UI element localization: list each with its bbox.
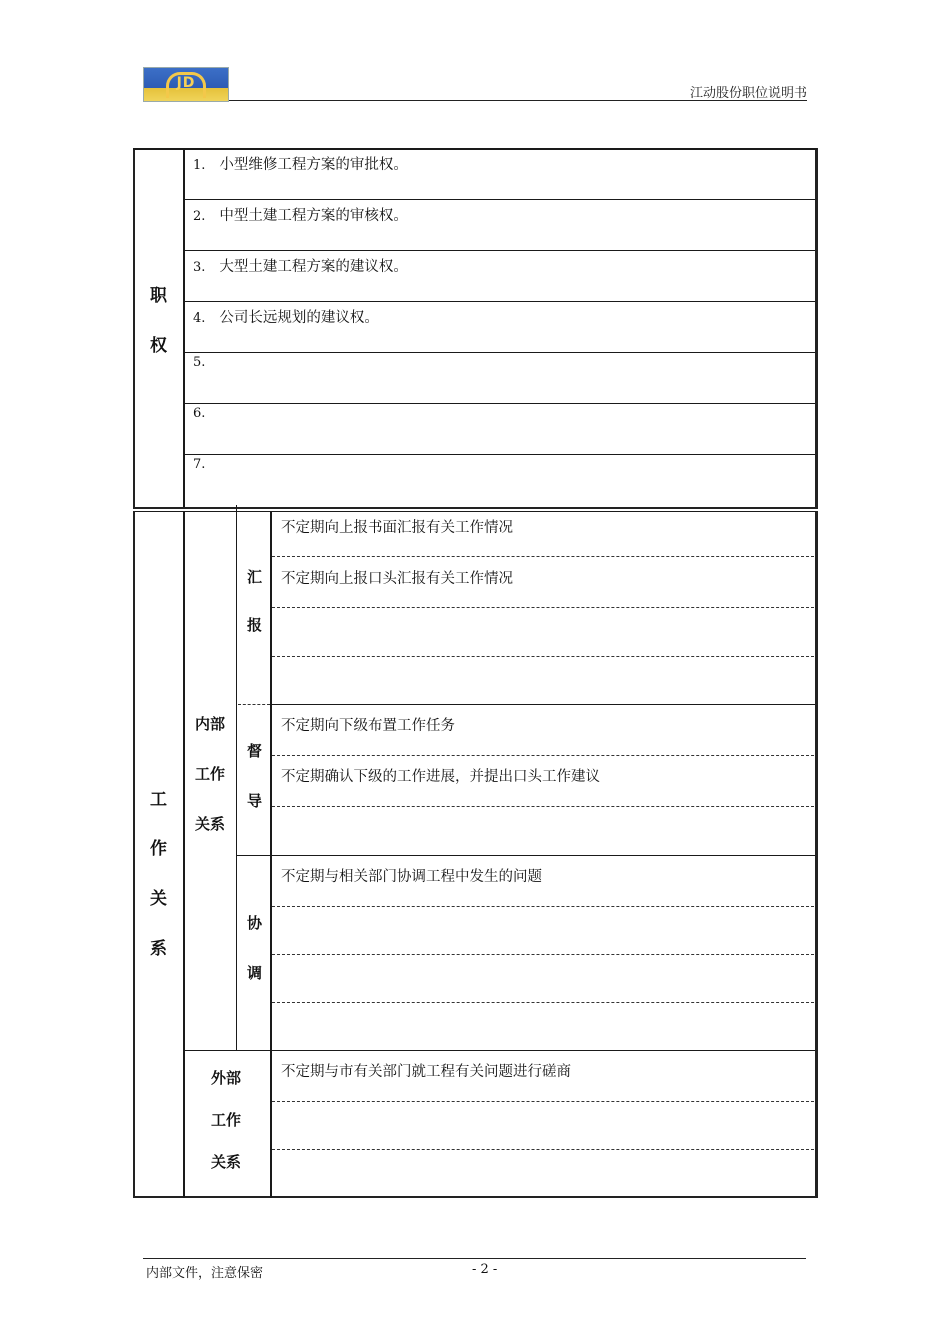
coordinate-label-char-1: 协	[247, 914, 263, 932]
page-number: - 2 -	[472, 1262, 498, 1277]
internal-label-line-2: 工作	[195, 765, 226, 783]
report-label-char-1: 汇	[247, 568, 263, 586]
relations-label-char-2: 作	[150, 839, 167, 859]
footer-rule	[143, 1258, 806, 1259]
authority-item: 4. 公司长远规划的建议权。	[193, 310, 379, 326]
coordinate-label-char-2: 调	[247, 964, 263, 982]
authority-item: 3. 大型土建工程方案的建议权。	[193, 259, 408, 275]
internal-label-line-3: 关系	[195, 815, 226, 833]
report-item: 不定期向上报口头汇报有关工作情况	[281, 571, 513, 587]
supervise-item: 不定期确认下级的工作进展，并提出口头工作建议	[281, 769, 600, 785]
report-label-char-2: 报	[247, 616, 263, 634]
authority-label-char-2: 权	[150, 336, 167, 356]
external-label-line-1: 外部	[211, 1069, 242, 1087]
authority-item: 7.	[193, 457, 206, 472]
internal-label-line-1: 内部	[195, 715, 226, 733]
authority-item: 1. 小型维修工程方案的审批权。	[193, 157, 408, 173]
footer-confidential-note: 内部文件，注意保密	[146, 1266, 264, 1281]
authority-item: 6.	[193, 406, 206, 421]
relations-label-char-3: 关	[150, 889, 167, 909]
coordinate-item: 不定期与相关部门协调工程中发生的问题	[281, 869, 542, 885]
supervise-label-char-1: 督	[247, 742, 263, 760]
relations-label-char-1: 工	[150, 790, 167, 810]
authority-item: 5.	[193, 355, 206, 370]
authority-item: 2. 中型土建工程方案的审核权。	[193, 208, 408, 224]
company-logo	[143, 67, 229, 102]
relations-label-char-4: 系	[150, 939, 167, 959]
document-title: 江动股份职位说明书	[689, 86, 807, 101]
supervise-label-char-2: 导	[247, 792, 263, 810]
external-item: 不定期与市有关部门就工程有关问题进行磋商	[281, 1064, 571, 1080]
external-label-line-3: 关系	[211, 1153, 242, 1171]
report-item: 不定期向上报书面汇报有关工作情况	[281, 520, 513, 536]
logo-text: JD	[176, 75, 196, 91]
external-label-line-2: 工作	[211, 1111, 242, 1129]
supervise-item: 不定期向下级布置工作任务	[281, 718, 455, 734]
authority-label-char-1: 职	[150, 286, 167, 306]
